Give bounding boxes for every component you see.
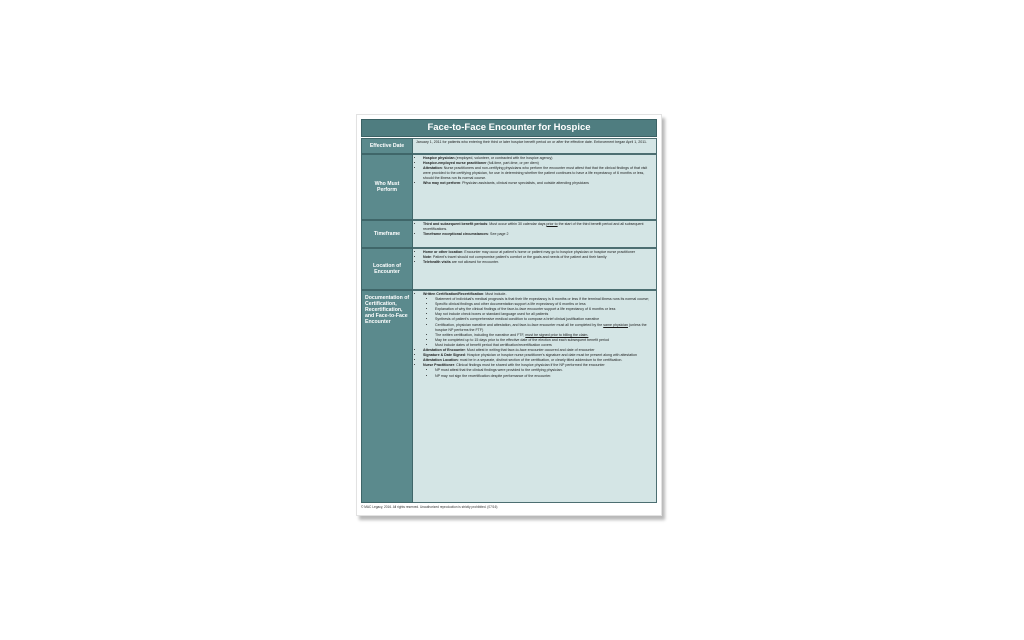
row-label: Timeframe (361, 220, 413, 248)
list-item: • Nurse Practitioner: Clinical findings must be shared with the hospice physician if the NP performed the encounter • NP must attest that the clinical findings were provided to the certifying physician. • NP may not sign the recertification despite performance of the encounter. (423, 363, 653, 378)
row-documentation (361, 290, 657, 503)
row-label: Who Must Perform (361, 154, 413, 220)
row-content (413, 220, 657, 248)
list-item: • Specific clinical findings and other documentation support a life expectancy of 6 months or less (435, 302, 653, 307)
list-item: • The written certification, including the narrative and FTF, must be signed prior to billing the claim. (435, 333, 653, 338)
list-item: • Telehealth visits are not allowed for encounter. (423, 260, 653, 265)
list-item: • Written Certification/Recertification: Must include- • Statement of individual's medical prognosis is that their life expectancy is 6 months or less if the terminal illness runs its normal course; • Specific clinical findings and other documentation support a life expectancy of 6 months or less • Explanation of why the clinical findings of the face-to-face encounter support a life expectancy of 6 months or less • May not include check boxes or standard language used for all patients • Synthesis of patient's comprehensive medical condition to compose a brief clinical justification narrative • Certification, physician narrative and attestation, and face-to-face encounter must all be completed by the same physician (unless the hospice NP performs the FTF) • The written certification, including the narrative and FTF, must be signed prior to billing the claim. • May be completed up to 15 days prior to the effective date of the election and each subsequent benefit period • Must include dates of benefit period that certification/recertification covers (423, 292, 653, 348)
row-who-must-perform (361, 154, 657, 220)
list-item: • NP must attest that the clinical findings were provided to the certifying physician. (435, 368, 653, 373)
copyright-notice: © MAC Legacy, 2016. All rights reserved. Unauthorized reproduction is strictly prohibited. (07/16) (361, 505, 498, 509)
row-content (413, 154, 657, 220)
list-item: • Certification, physician narrative and attestation, and face-to-face encounter must all be completed by the same physician (unless the hospice NP performs the FTF) (435, 323, 653, 333)
list-item: • Home or other location: Encounter may occur at patient's home or patient may go to hospice physician or hospice nurse practitioner (423, 250, 653, 255)
page-title: Face-to-Face Encounter for Hospice (361, 119, 657, 137)
list-item: • Timeframe exceptional circumstances: See page 2 (423, 232, 653, 237)
effective-date-text: January 1, 2011 for patients who entering their third or later hospice benefit period on or after the effective date. Enforcement began April 1, 2011. (416, 140, 647, 144)
list-item: • Hospice-employed nurse practitioner (full-time, part-time, or per diem) (423, 161, 653, 166)
list-item: • Attestation: Nurse practitioners and non-certifying physicians who perform the encounter must attest that that the clinical findings of that visit were provided to the certifying physician, for use in determining whether the patient continues to have a life expectancy of 6 months or less, should the illness run its normal course. (423, 166, 653, 181)
list-item: • Note: Patient's travel should not compromise patient's comfort or the goals and needs of the patient and their family (423, 255, 653, 260)
row-label: Location of Encounter (361, 248, 413, 290)
list-item: • May not include check boxes or standard language used for all patients (435, 312, 653, 317)
list-item: • Signature & Date Signed: Hospice physician or hospice nurse practitioner's signature and date must be present along with attestation (423, 353, 653, 358)
row-timeframe (361, 220, 657, 248)
list-item: • NP may not sign the recertification despite performance of the encounter. (435, 374, 653, 379)
row-location-of-encounter (361, 248, 657, 290)
list-item: • May be completed up to 15 days prior to the effective date of the election and each subsequent benefit period (435, 338, 653, 343)
list-item: • Who may not perform: Physician assistants, clinical nurse specialists, and outside attending physicians (423, 181, 653, 186)
list-item: • Hospice physician (employed, volunteer, or contracted with the hospice agency) (423, 156, 653, 161)
list-item: • Statement of individual's medical prognosis is that their life expectancy is 6 months or less if the terminal illness runs its normal course; (435, 297, 653, 302)
row-label: Effective Date (361, 138, 413, 154)
list-item: • Must include dates of benefit period that certification/recertification covers (435, 343, 653, 348)
list-item: • Attestation Location: must be in a separate, distinct section of the certification, or clearly titled addendum to the certification. (423, 358, 653, 363)
row-content (413, 138, 657, 154)
row-label: Documentation of Certification, Recertification, and Face-to-Face Encounter (361, 290, 413, 503)
row-content (413, 248, 657, 290)
list-item: • Explanation of why the clinical findings of the face-to-face encounter support a life expectancy of 6 months or less (435, 307, 653, 312)
list-item: • Third and subsequent benefit periods: Must occur within 30 calendar days prior to the start of the third benefit period and all subsequent recertifications. (423, 222, 653, 232)
row-effective-date (361, 138, 657, 154)
reference-sheet (356, 114, 662, 516)
list-item: • Attestation of Encounter: Must attest in writing that face-to-face encounter occurred and date of encounter (423, 348, 653, 353)
row-content (413, 290, 657, 503)
list-item: • Synthesis of patient's comprehensive medical condition to compose a brief clinical justification narrative (435, 317, 653, 322)
